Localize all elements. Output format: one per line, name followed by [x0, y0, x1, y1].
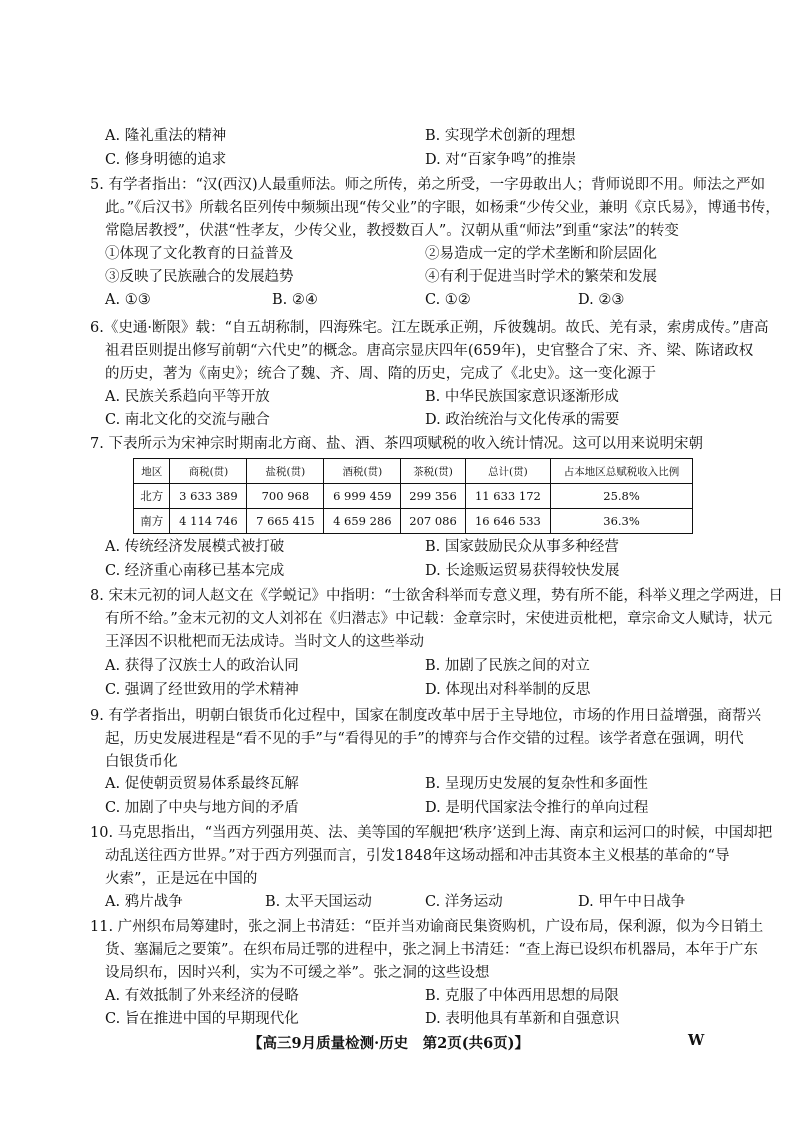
q8-stem-line-2: 有所不给。”金末元初的文人刘祁在《归潜志》中记载：金章宗时，宋使进贡枇杷，章宗命文人赋诗，状元 — [105, 611, 773, 627]
q9-stem-line-1: 9. 有学者指出，明朝白银货币化过程中，国家在制度改革中居于主导地位，市场的作用日益增强，商帮兴 — [90, 708, 761, 724]
table-cell: 7 665 415 — [247, 509, 324, 534]
q6-option-a[interactable]: A. 民族关系趋向平等开放 — [105, 389, 270, 405]
q5-statement-2: ②易造成一定的学术垄断和阶层固化 — [425, 246, 657, 262]
table-cell: 25.8% — [551, 484, 693, 509]
table-cell: 700 968 — [247, 484, 324, 509]
q10-option-b[interactable]: B. 太平天国运动 — [265, 894, 372, 910]
q6-option-b[interactable]: B. 中华民族国家意识逐渐形成 — [425, 389, 619, 405]
table-cell: 3 633 389 — [170, 484, 247, 509]
q6-stem-line-1: 6.《史通·断限》载：“自五胡称制，四海殊宅。江左既承正朔，斥彼魏胡。故氏、羌有录，索虏成传。”唐高 — [90, 320, 769, 336]
q9-option-c[interactable]: C. 加剧了中央与地方间的矛盾 — [105, 800, 299, 816]
q5-stem-line-2: 此。”《后汉书》所载名臣列传中频频出现“传父业”的字眼，如杨秉“少传父业，兼明《京氏易》，博通书传， — [105, 200, 780, 216]
footer-version-mark: W — [688, 1032, 705, 1049]
q10-option-d[interactable]: D. 甲午中日战争 — [578, 894, 686, 910]
table-row — [134, 509, 693, 534]
q5-stem-line-3: 常隐居教授”，伏湛“性孝友，少传父业，教授数百人”。汉朝从重“师法”到重“家法”的转变 — [105, 223, 679, 239]
q7-option-c[interactable]: C. 经济重心南移已基本完成 — [105, 563, 285, 579]
table-cell: 6 999 459 — [324, 484, 401, 509]
table-row — [134, 484, 693, 509]
q8-option-c[interactable]: C. 强调了经世致用的学术精神 — [105, 682, 299, 698]
q4-option-c[interactable]: C. 修身明德的追求 — [105, 152, 227, 168]
table-cell: 36.3% — [551, 509, 693, 534]
q9-stem-line-3: 白银货币化 — [105, 754, 178, 770]
table-cell: 南方 — [134, 509, 170, 534]
table-header: 总计(贯) — [465, 459, 550, 484]
q11-option-b[interactable]: B. 克服了中体西用思想的局限 — [425, 988, 619, 1004]
table-header: 盐税(贯) — [247, 459, 324, 484]
q8-stem-line-1: 8. 宋末元初的词人赵文在《学蜕记》中指明：“士欲舍科举而专意义理，势有所不能，科举义理之学两进，日 — [90, 588, 783, 604]
q7-option-a[interactable]: A. 传统经济发展模式被打破 — [105, 539, 285, 555]
table-cell: 207 086 — [401, 509, 465, 534]
q10-option-a[interactable]: A. 鸦片战争 — [105, 894, 183, 910]
table-cell: 11 633 172 — [465, 484, 550, 509]
q4-option-d[interactable]: D. 对“百家争鸣”的推崇 — [425, 152, 577, 168]
q8-option-b[interactable]: B. 加剧了民族之间的对立 — [425, 658, 590, 674]
page-footer: 【高三9月质量检测·历史 第2页(共6页)】 — [248, 1035, 530, 1052]
q6-option-c[interactable]: C. 南北文化的交流与融合 — [105, 412, 270, 428]
q11-option-a[interactable]: A. 有效抵制了外来经济的侵略 — [105, 988, 299, 1004]
table-header: 茶税(贯) — [401, 459, 465, 484]
q7-option-b[interactable]: B. 国家鼓励民众从事多种经营 — [425, 539, 619, 555]
q5-option-b[interactable]: B. ②④ — [272, 292, 318, 308]
q11-stem-line-1: 11. 广州织布局筹建时，张之洞上书清廷：“臣并当劝谕商民集资购机，广设布局，保利源，似为今日销土 — [90, 919, 764, 935]
q9-option-a[interactable]: A. 促使朝贡贸易体系最终瓦解 — [105, 776, 299, 792]
q5-statement-4: ④有利于促进当时学术的繁荣和发展 — [425, 269, 657, 285]
tax-table — [133, 458, 693, 534]
q10-option-c[interactable]: C. 洋务运动 — [425, 894, 503, 910]
q5-statement-1: ①体现了文化教育的日益普及 — [105, 246, 294, 262]
table-cell: 16 646 533 — [465, 509, 550, 534]
q5-option-c[interactable]: C. ①② — [425, 292, 471, 308]
table-cell: 299 356 — [401, 484, 465, 509]
q8-option-a[interactable]: A. 获得了汉族士人的政治认同 — [105, 658, 299, 674]
q8-stem-line-3: 王泽因不识枇杷而无法成诗。当时文人的这些举动 — [105, 634, 424, 650]
q5-option-d[interactable]: D. ②③ — [578, 292, 625, 308]
table-header: 占本地区总赋税收入比例 — [551, 459, 693, 484]
table-header: 商税(贯) — [170, 459, 247, 484]
q11-option-c[interactable]: C. 旨在推进中国的早期现代化 — [105, 1011, 299, 1027]
q7-stem: 7. 下表所示为宋神宗时期南北方商、盐、酒、茶四项赋税的收入统计情况。这可以用来说明宋朝 — [90, 436, 703, 452]
q10-stem-line-1: 10. 马克思指出，“当西方列强用英、法、美等国的军舰把‘秩序’送到上海、南京和运河口的时候，中国却把 — [90, 825, 773, 841]
table-cell: 4 114 746 — [170, 509, 247, 534]
q5-statement-3: ③反映了民族融合的发展趋势 — [105, 269, 294, 285]
q5-stem-line-1: 5. 有学者指出：“汉(西汉)人最重师法。师之所传，弟之所受，一字毋敢出人；背师说即不用。师法之严如 — [90, 177, 766, 193]
table-cell: 北方 — [134, 484, 170, 509]
q6-option-d[interactable]: D. 政治统治与文化传承的需要 — [425, 412, 620, 428]
table-header: 地区 — [134, 459, 170, 484]
q10-stem-line-3: 火索”，正是远在中国的 — [105, 871, 258, 887]
q9-option-d[interactable]: D. 是明代国家法令推行的单向过程 — [425, 800, 649, 816]
table-header-row — [134, 459, 693, 484]
q4-option-a[interactable]: A. 隆礼重法的精神 — [105, 128, 227, 144]
q11-stem-line-2: 货、塞漏卮之要策”。在织布局迁鄂的进程中，张之洞上书清廷：“查上海已设织布机器局，本年于广东 — [105, 942, 758, 958]
q4-option-b[interactable]: B. 实现学术创新的理想 — [425, 128, 576, 144]
table-cell: 4 659 286 — [324, 509, 401, 534]
table-header: 酒税(贯) — [324, 459, 401, 484]
q7-option-d[interactable]: D. 长途贩运贸易获得较快发展 — [425, 563, 620, 579]
q8-option-d[interactable]: D. 体现出对科举制的反思 — [425, 682, 591, 698]
q10-stem-line-2: 动乱送往西方世界。”对于西方列强而言，引发1848年这场动摇和冲击其资本主义根基的革命的“导 — [105, 848, 730, 864]
q5-option-a[interactable]: A. ①③ — [105, 292, 151, 308]
q6-stem-line-2: 祖君臣则提出修写前朝“六代史”的概念。唐高宗显庆四年(659年)，史官整合了宋、齐、梁、陈诸政权 — [105, 343, 754, 359]
q6-stem-line-3: 的历史，著为《南史》；统合了魏、齐、周、隋的历史，完成了《北史》。这一变化源于 — [105, 366, 656, 382]
q9-option-b[interactable]: B. 呈现历史发展的复杂性和多面性 — [425, 776, 648, 792]
q9-stem-line-2: 起，历史发展进程是“看不见的手”与“看得见的手”的博弈与合作交错的过程。该学者意在强调，明代 — [105, 731, 744, 747]
q11-option-d[interactable]: D. 表明他具有革新和自强意识 — [425, 1011, 620, 1027]
q11-stem-line-3: 设局织布，因时兴利，实为不可缓之举”。张之洞的这些设想 — [105, 965, 490, 981]
